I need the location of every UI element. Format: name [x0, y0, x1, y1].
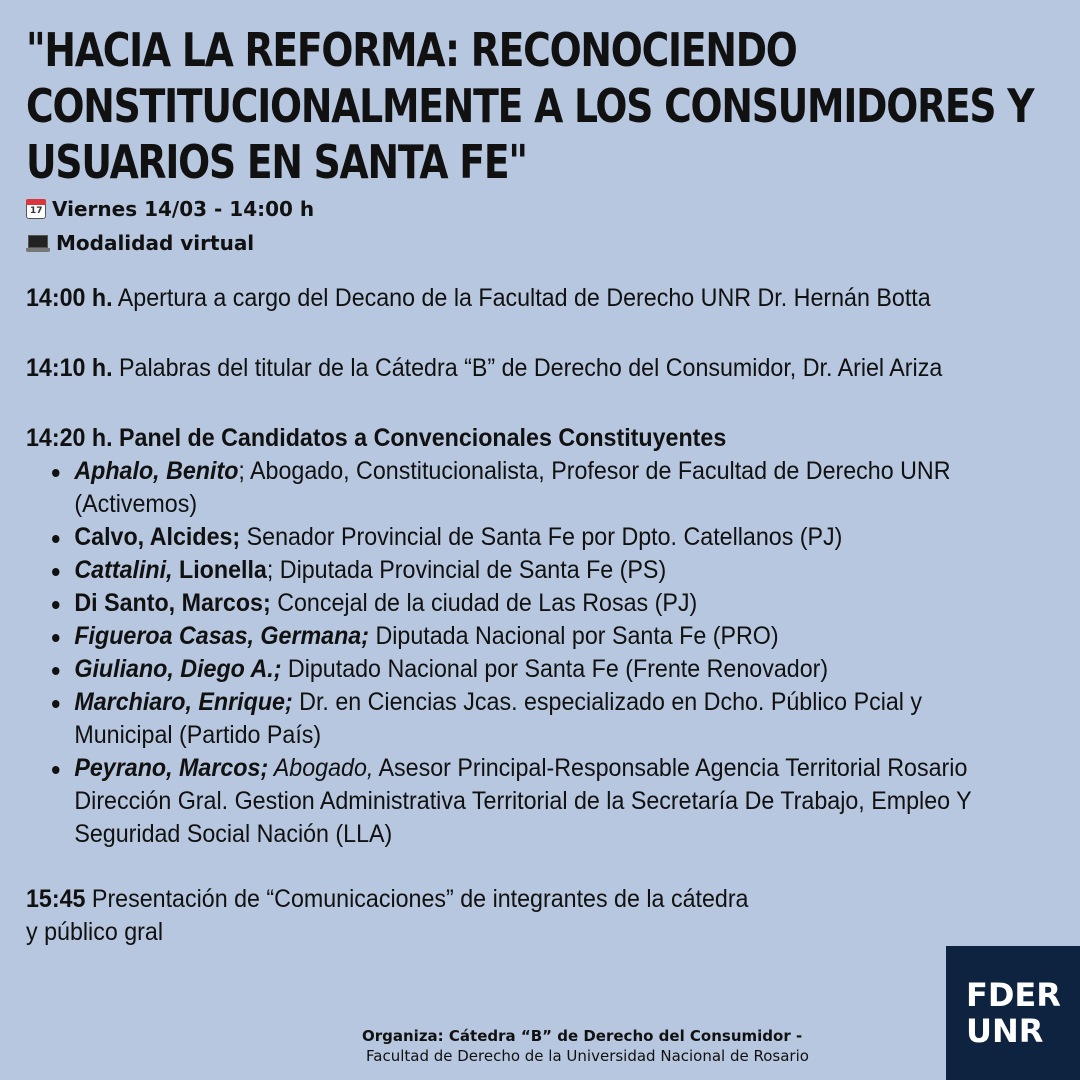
member-desc-cont: Seguridad Social Nación (LLA) [74, 820, 393, 848]
organizer-text: Organiza: Cátedra “B” de Derecho del Consumidor - [362, 1027, 803, 1045]
member-desc: ; Abogado, Constitucionalista, Profesor de Facultad de Derecho UNR [238, 457, 951, 485]
schedule-time: 15:45 [26, 885, 86, 913]
logo-line1: FDER [966, 976, 1061, 1014]
member-name: Figueroa Casas, Germana; [74, 622, 369, 650]
member-desc-cont: Dirección Gral. Gestion Administrativa Territorial de la Secretaría De Trabajo, Empleo Y [74, 787, 972, 815]
organizer-credit [362, 1026, 809, 1066]
member-desc: Senador Provincial de Santa Fe por Dpto. Catellanos (PJ) [240, 523, 843, 551]
member-desc: Concejal de la ciudad de Las Rosas (PJ) [270, 589, 698, 617]
member-name: Calvo, Alcides; [74, 523, 241, 551]
member-name: Peyrano, Marcos; [74, 754, 269, 782]
member-desc: ; Diputada Provincial de Santa Fe (PS) [266, 556, 667, 584]
faculty-text: Facultad de Derecho de la Universidad Nacional de Rosario [366, 1047, 809, 1065]
member-desc: Diputado Nacional por Santa Fe (Frente Renovador) [281, 655, 829, 683]
schedule-presentation [26, 883, 1012, 949]
fder-unr-logo [946, 946, 1080, 1080]
laptop-icon [26, 233, 50, 253]
panel-heading [26, 422, 1012, 455]
list-item [26, 521, 1049, 554]
schedule-text-cont: y público gral [26, 918, 164, 946]
event-title [26, 22, 1034, 190]
logo-line2: UNR [966, 1012, 1044, 1050]
list-item [26, 752, 1049, 851]
title-line: USUARIOS EN SANTA FE" [26, 135, 527, 189]
schedule-time: 14:00 h. [26, 284, 113, 312]
member-name: Cattalini, [74, 556, 173, 584]
schedule-words [26, 352, 1012, 385]
member-name-rest: Lionella [172, 556, 267, 584]
member-desc-cont: Municipal (Partido País) [74, 721, 322, 749]
list-item [26, 554, 1049, 587]
list-item [26, 620, 1049, 653]
list-item [26, 587, 1049, 620]
schedule-opening [26, 282, 1012, 315]
list-item [26, 653, 1049, 686]
calendar-icon [26, 199, 46, 219]
member-name: Aphalo, Benito [74, 457, 239, 485]
member-name: Di Santo, Marcos; [74, 589, 271, 617]
schedule-text: Presentación de “Comunicaciones” de integrantes de la cátedra [85, 885, 749, 913]
event-mode-text: Modalidad virtual [56, 231, 255, 255]
event-date [26, 197, 314, 221]
member-desc: Dr. en Ciencias Jcas. especializado en Dcho. Público Pcial y [292, 688, 923, 716]
member-name: Giuliano, Diego A.; [74, 655, 282, 683]
title-line: CONSTITUCIONALMENTE A LOS CONSUMIDORES Y [26, 79, 1034, 133]
member-name: Marchiaro, Enrique; [74, 688, 293, 716]
member-desc-cont: (Activemos) [74, 490, 198, 518]
member-desc: Diputada Nacional por Santa Fe (PRO) [368, 622, 779, 650]
event-date-text: Viernes 14/03 - 14:00 h [52, 197, 315, 221]
schedule-time: 14:10 h. [26, 354, 113, 382]
schedule-text: Apertura a cargo del Decano de la Facultad de Derecho UNR Dr. Hernán Botta [112, 284, 931, 312]
schedule-text: Palabras del titular de la Cátedra “B” de Derecho del Consumidor, Dr. Ariel Ariza [112, 354, 943, 382]
member-desc: Asesor Principal-Responsable Agencia Territorial Rosario [373, 754, 968, 782]
list-item [26, 455, 1049, 521]
title-line: "HACIA LA REFORMA: RECONOCIENDO [26, 23, 797, 77]
member-role: Abogado, [268, 754, 374, 782]
list-item [26, 686, 1049, 752]
panel-heading-text: 14:20 h. Panel de Candidatos a Convencionales Constituyentes [26, 424, 727, 452]
event-mode [26, 231, 254, 255]
panel-members-list [26, 455, 1049, 851]
